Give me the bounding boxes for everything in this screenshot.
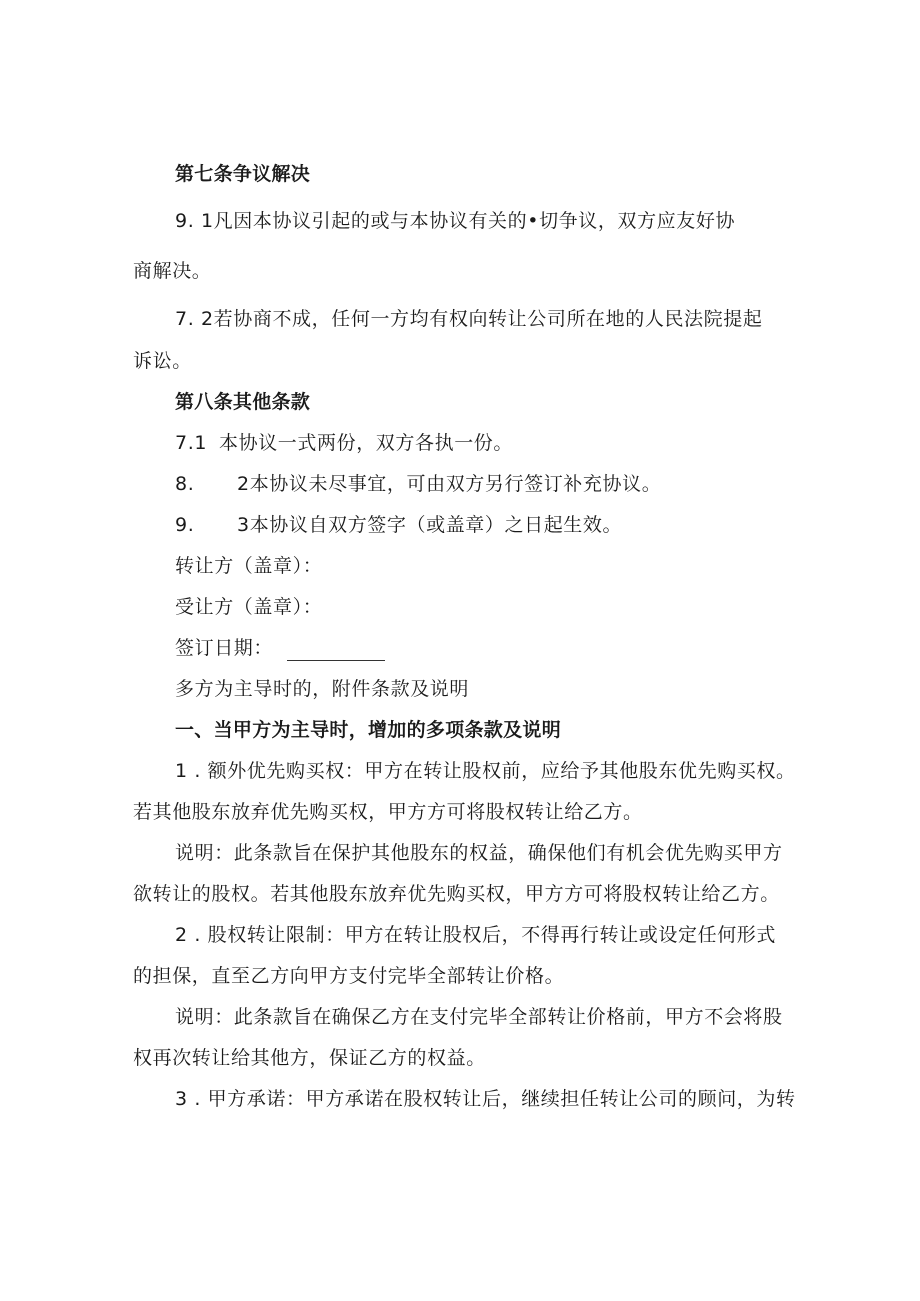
clause-8-1 (175, 430, 513, 456)
appendix-title: 多方为主导时的，附件条款及说明 (175, 678, 470, 700)
clause-8-1-text: 本协议一式两份，双方各执一份。 (219, 432, 514, 454)
clause-8-2 (175, 471, 661, 497)
clause-8-3 (175, 512, 622, 538)
clause-7-1-line-2: 商解决。 (133, 260, 212, 282)
clause-1-line-1: 1 . 额外优先购买权：甲方在转让股权前，应给予其他股东优先购买权。 (175, 760, 796, 782)
clause-2-line-2: 的担保，直至乙方向甲方支付完毕全部转让价格。 (133, 965, 565, 987)
clause-1-line-2: 若其他股东放弃优先购买权，甲方方可将股权转让给乙方。 (133, 801, 643, 823)
sign-date-blank (287, 643, 385, 661)
clause-8-3-number: 9. (175, 514, 195, 536)
clause-8-3-text: 3本协议自双方签字（或盖章）之日起生效。 (237, 514, 623, 536)
section-1-heading: 一、当甲方为主导时，增加的多项条款及说明 (175, 719, 562, 741)
clause-8-2-number: 8. (175, 473, 195, 495)
note-1-line-2: 欲转让的股权。若其他股东放弃优先购买权，甲方方可将股权转让给乙方。 (133, 883, 780, 905)
transferor-seal-label: 转让方（盖章）： (175, 555, 323, 577)
clause-3-line-1: 3 . 甲方承诺：甲方承诺在股权转让后，继续担任转让公司的顾问，为转 (175, 1088, 796, 1110)
clause-8-1-number: 7.1 (175, 432, 208, 454)
sign-date-label: 签订日期： (175, 637, 274, 659)
sign-date-row (175, 635, 385, 661)
article-7-heading: 第七条争议解决 (175, 163, 311, 185)
note-2-line-2: 权再次转让给其他方，保证乙方的权益。 (133, 1047, 486, 1069)
transferee-seal-label: 受让方（盖章）： (175, 596, 323, 618)
article-8-heading: 第八条其他条款 (175, 391, 311, 413)
clause-7-1-line-1: 9. 1凡因本协议引起的或与本协议有关的•切争议，双方应友好协 (175, 210, 736, 232)
clause-2-line-1: 2 . 股权转让限制：甲方在转让股权后，不得再行转让或设定任何形式 (175, 924, 777, 946)
clause-8-2-text: 2本协议未尽事宜，可由双方另行签订补充协议。 (237, 473, 662, 495)
note-1-line-1: 说明：此条款旨在保护其他股东的权益，确保他们有机会优先购买甲方 (175, 842, 783, 864)
note-2-line-1: 说明：此条款旨在确保乙方在支付完毕全部转让价格前，甲方不会将股 (175, 1006, 783, 1028)
clause-7-2-line-2: 诉讼。 (133, 350, 192, 372)
clause-7-2-line-1: 7. 2若协商不成，任何一方均有权向转让公司所在地的人民法院提起 (175, 308, 763, 330)
